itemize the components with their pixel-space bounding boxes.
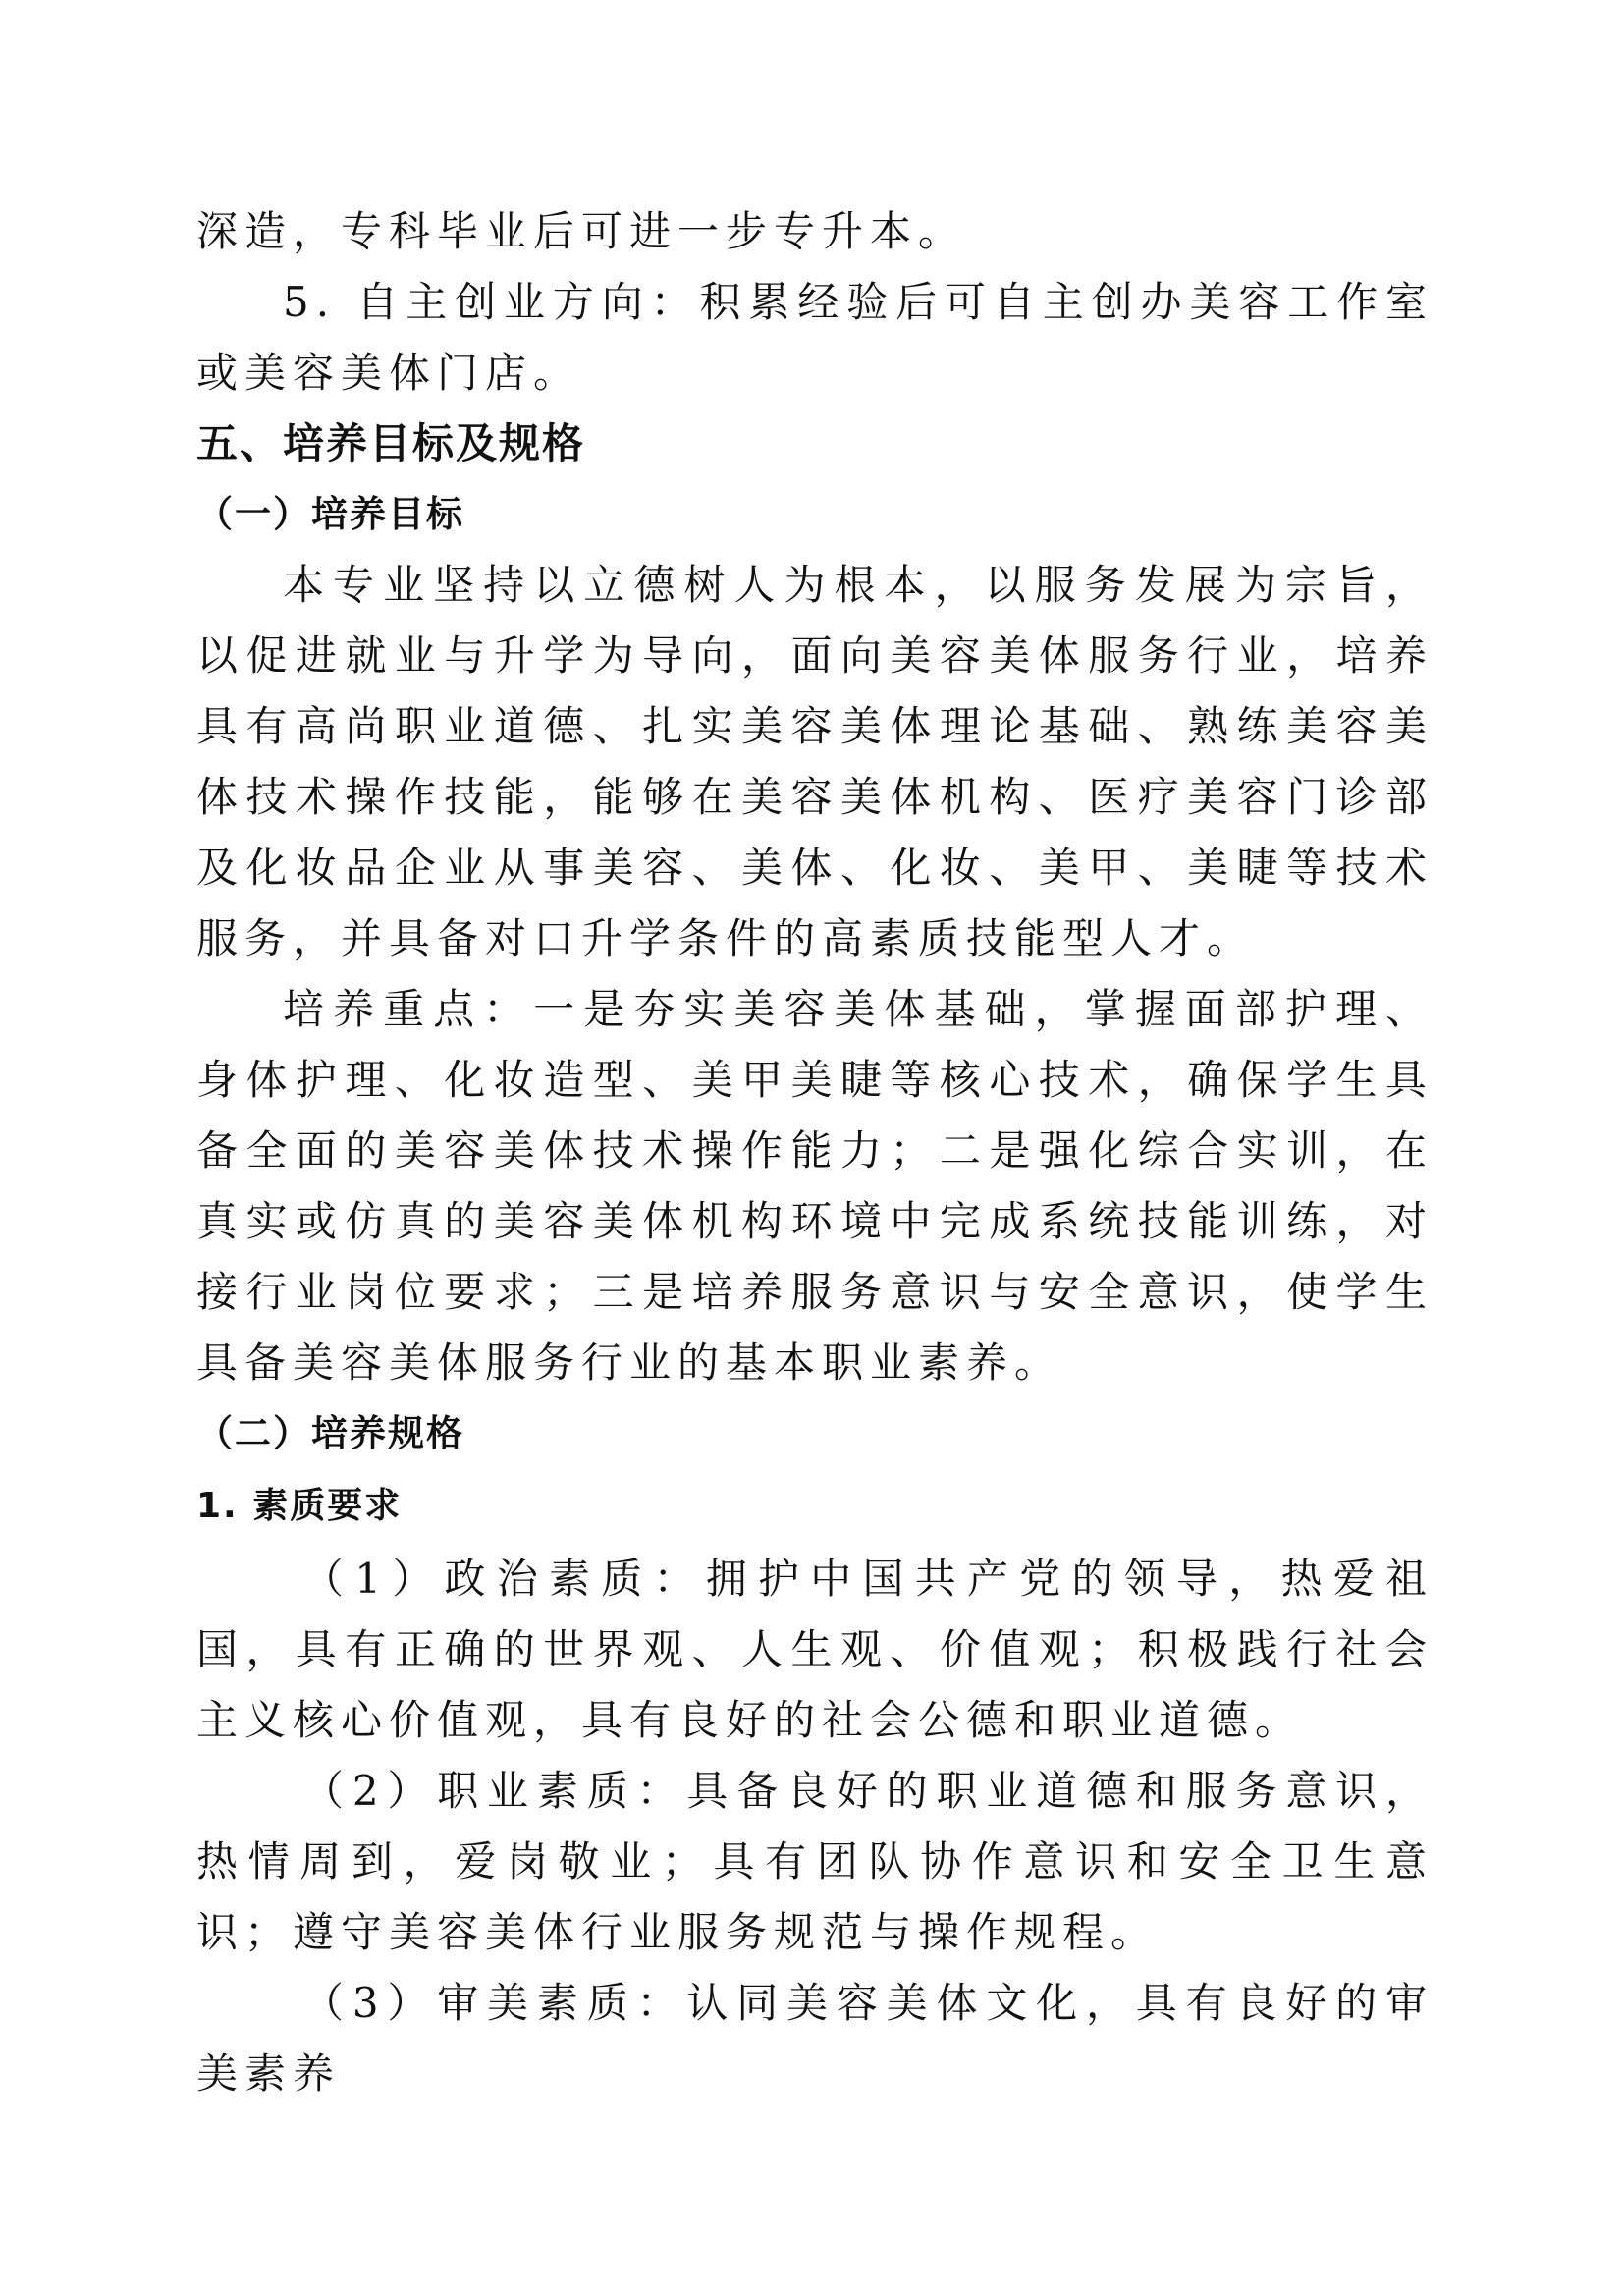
subsection-heading-training-specs: （二）培养规格 xyxy=(196,1412,464,1454)
subsection-heading-training-goals: （一）培养目标 xyxy=(196,493,464,535)
paragraph-entrepreneurship-direction: 5. 自主创业方向：积累经验后可自主创办美容工作室或美容美体门店。 xyxy=(196,278,1434,397)
document-body xyxy=(196,196,1434,2109)
paragraph-aesthetic-quality: （3）审美素质：认同美容美体文化，具有良好的审美素养 xyxy=(196,1979,1434,2098)
paragraph-professional-quality: （2）职业素质：具备良好的职业道德和服务意识，热情周到，爱岗敬业；具有团队协作意识和安全卫生意识；遵守美容美体行业服务规范与操作规程。 xyxy=(196,1767,1434,1956)
section-heading-training-goals-and-specs: 五、培养目标及规格 xyxy=(196,419,586,467)
paragraph-continuation: 深造，专科毕业后可进一步专升本。 xyxy=(196,207,967,255)
paragraph-political-quality: （1）政治素质：拥护中国共产党的领导，热爱祖国，具有正确的世界观、人生观、价值观；积极践行社会主义核心价值观，具有良好的社会公德和职业道德。 xyxy=(196,1555,1434,1744)
paragraph-training-focus: 培养重点：一是夯实美容美体基础，掌握面部护理、身体护理、化妆造型、美甲美睫等核心技术，确保学生具备全面的美容美体技术操作能力；二是强化综合实训，在真实或仿真的美容美体机构环境中完成系统技能训练，对接行业岗位要求；三是培养服务意识与安全意识，使学生具备美容美体服务行业的基本职业素养。 xyxy=(196,985,1434,1387)
heading-quality-requirements: 1. 素质要求 xyxy=(196,1486,403,1526)
paragraph-training-goal: 本专业坚持以立德树人为根本，以服务发展为宗旨，以促进就业与升学为导向，面向美容美体服务行业，培养具有高尚职业道德、扎实美容美体理论基础、熟练美容美体技术操作技能，能够在美容美体机构、医疗美容门诊部及化妆品企业从事美容、美体、化妆、美甲、美睫等技术服务，并具备对口升学条件的高素质技能型人才。 xyxy=(196,561,1434,962)
